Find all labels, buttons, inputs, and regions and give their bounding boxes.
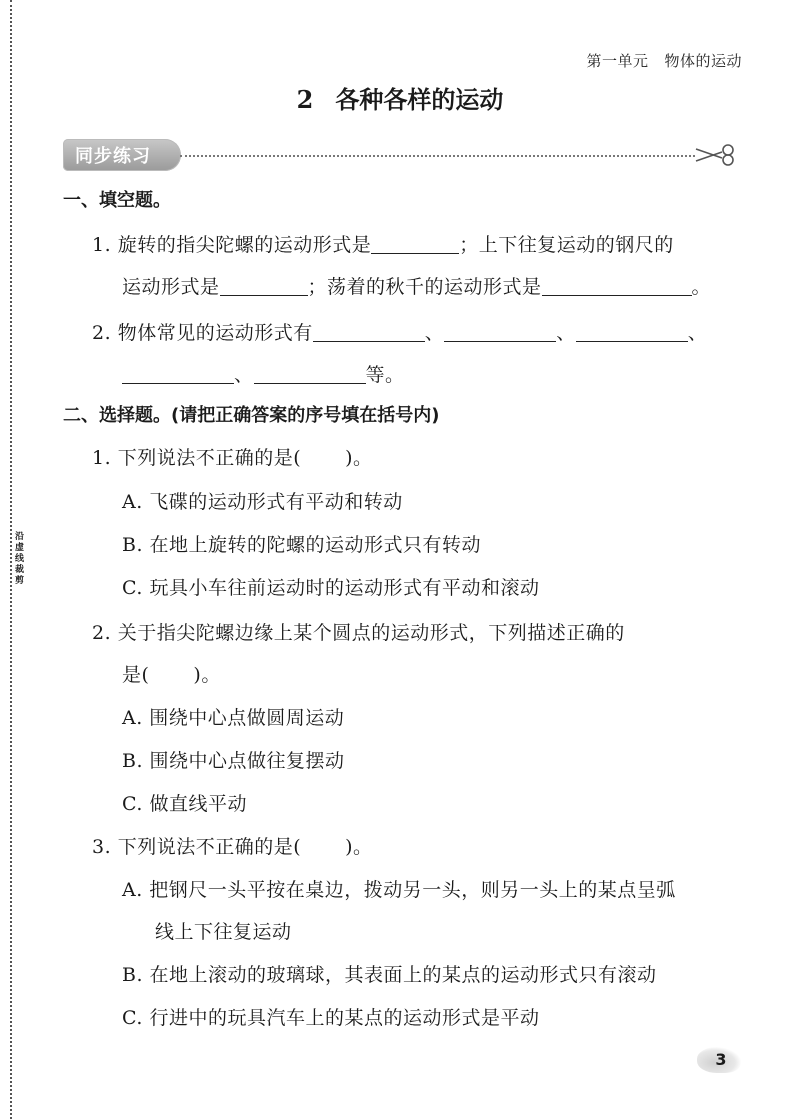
choice-q1-option-b: B. 在地上旋转的陀螺的运动形式只有转动 bbox=[122, 534, 482, 556]
fill-q1-line1: 1. 旋转的指尖陀螺的运动形式是 ；上下往复运动的钢尺的 bbox=[92, 234, 674, 256]
lesson-title bbox=[0, 80, 800, 115]
choice-q2-stem-line2: 是( )。 bbox=[122, 664, 221, 686]
answer-blank[interactable] bbox=[444, 322, 556, 342]
scissors-icon bbox=[694, 143, 744, 167]
answer-blank[interactable] bbox=[254, 364, 366, 384]
cut-dotted-line bbox=[10, 0, 12, 1119]
fill-q1-line2: 运动形式是 ；荡着的秋千的运动形式是 。 bbox=[122, 276, 712, 298]
choice-q2-option-c: C. 做直线平动 bbox=[122, 793, 247, 815]
cut-instruction: 沿虚线裁剪 bbox=[15, 532, 25, 586]
answer-blank[interactable] bbox=[371, 234, 459, 254]
lesson-number: 2 bbox=[296, 85, 314, 114]
choice-q2-option-b: B. 围绕中心点做往复摆动 bbox=[122, 750, 345, 772]
choice-q1-stem: 1. 下列说法不正确的是( )。 bbox=[92, 447, 373, 469]
fill-q2-line1: 2. 物体常见的运动形式有 、 、 、 bbox=[92, 322, 708, 344]
choice-q3-stem: 3. 下列说法不正确的是( )。 bbox=[92, 836, 373, 858]
choice-q1-option-c: C. 玩具小车往前运动时的运动形式有平动和滚动 bbox=[122, 577, 540, 599]
unit-label: 第一单元 bbox=[586, 52, 649, 70]
choice-heading: 二、选择题。(请把正确答案的序号填在括号内) bbox=[63, 405, 440, 426]
section-tag bbox=[63, 139, 181, 171]
choice-q3-option-a-line1: A. 把钢尺一头平按在桌边，拨动另一头，则另一头上的某点呈弧 bbox=[122, 879, 676, 901]
section-divider bbox=[180, 155, 695, 157]
choice-q2-option-a: A. 围绕中心点做圆周运动 bbox=[122, 707, 345, 729]
unit-title: 物体的运动 bbox=[664, 52, 742, 70]
choice-q3-option-a-line2: 线上下往复运动 bbox=[155, 921, 292, 943]
section-tag-label: 同步练习 bbox=[75, 146, 151, 167]
choice-q1-option-a: A. 飞碟的运动形式有平动和转动 bbox=[122, 491, 403, 513]
page-number: 3 bbox=[697, 1047, 741, 1073]
choice-q3-option-b: B. 在地上滚动的玻璃球，其表面上的某点的运动形式只有滚动 bbox=[122, 964, 657, 986]
choice-q3-option-c: C. 行进中的玩具汽车上的某点的运动形式是平动 bbox=[122, 1007, 540, 1029]
answer-blank[interactable] bbox=[542, 276, 692, 296]
answer-blank[interactable] bbox=[576, 322, 688, 342]
fill-q2-line2: 、 等。 bbox=[122, 360, 405, 387]
answer-blank[interactable] bbox=[220, 276, 308, 296]
answer-blank[interactable] bbox=[122, 364, 234, 384]
lesson-title-text: 各种各样的运动 bbox=[335, 86, 504, 114]
answer-blank[interactable] bbox=[313, 322, 425, 342]
choice-q2-stem-line1: 2. 关于指尖陀螺边缘上某个圆点的运动形式，下列描述正确的 bbox=[92, 622, 625, 644]
running-header bbox=[586, 50, 742, 71]
fill-in-heading: 一、填空题。 bbox=[63, 190, 171, 211]
